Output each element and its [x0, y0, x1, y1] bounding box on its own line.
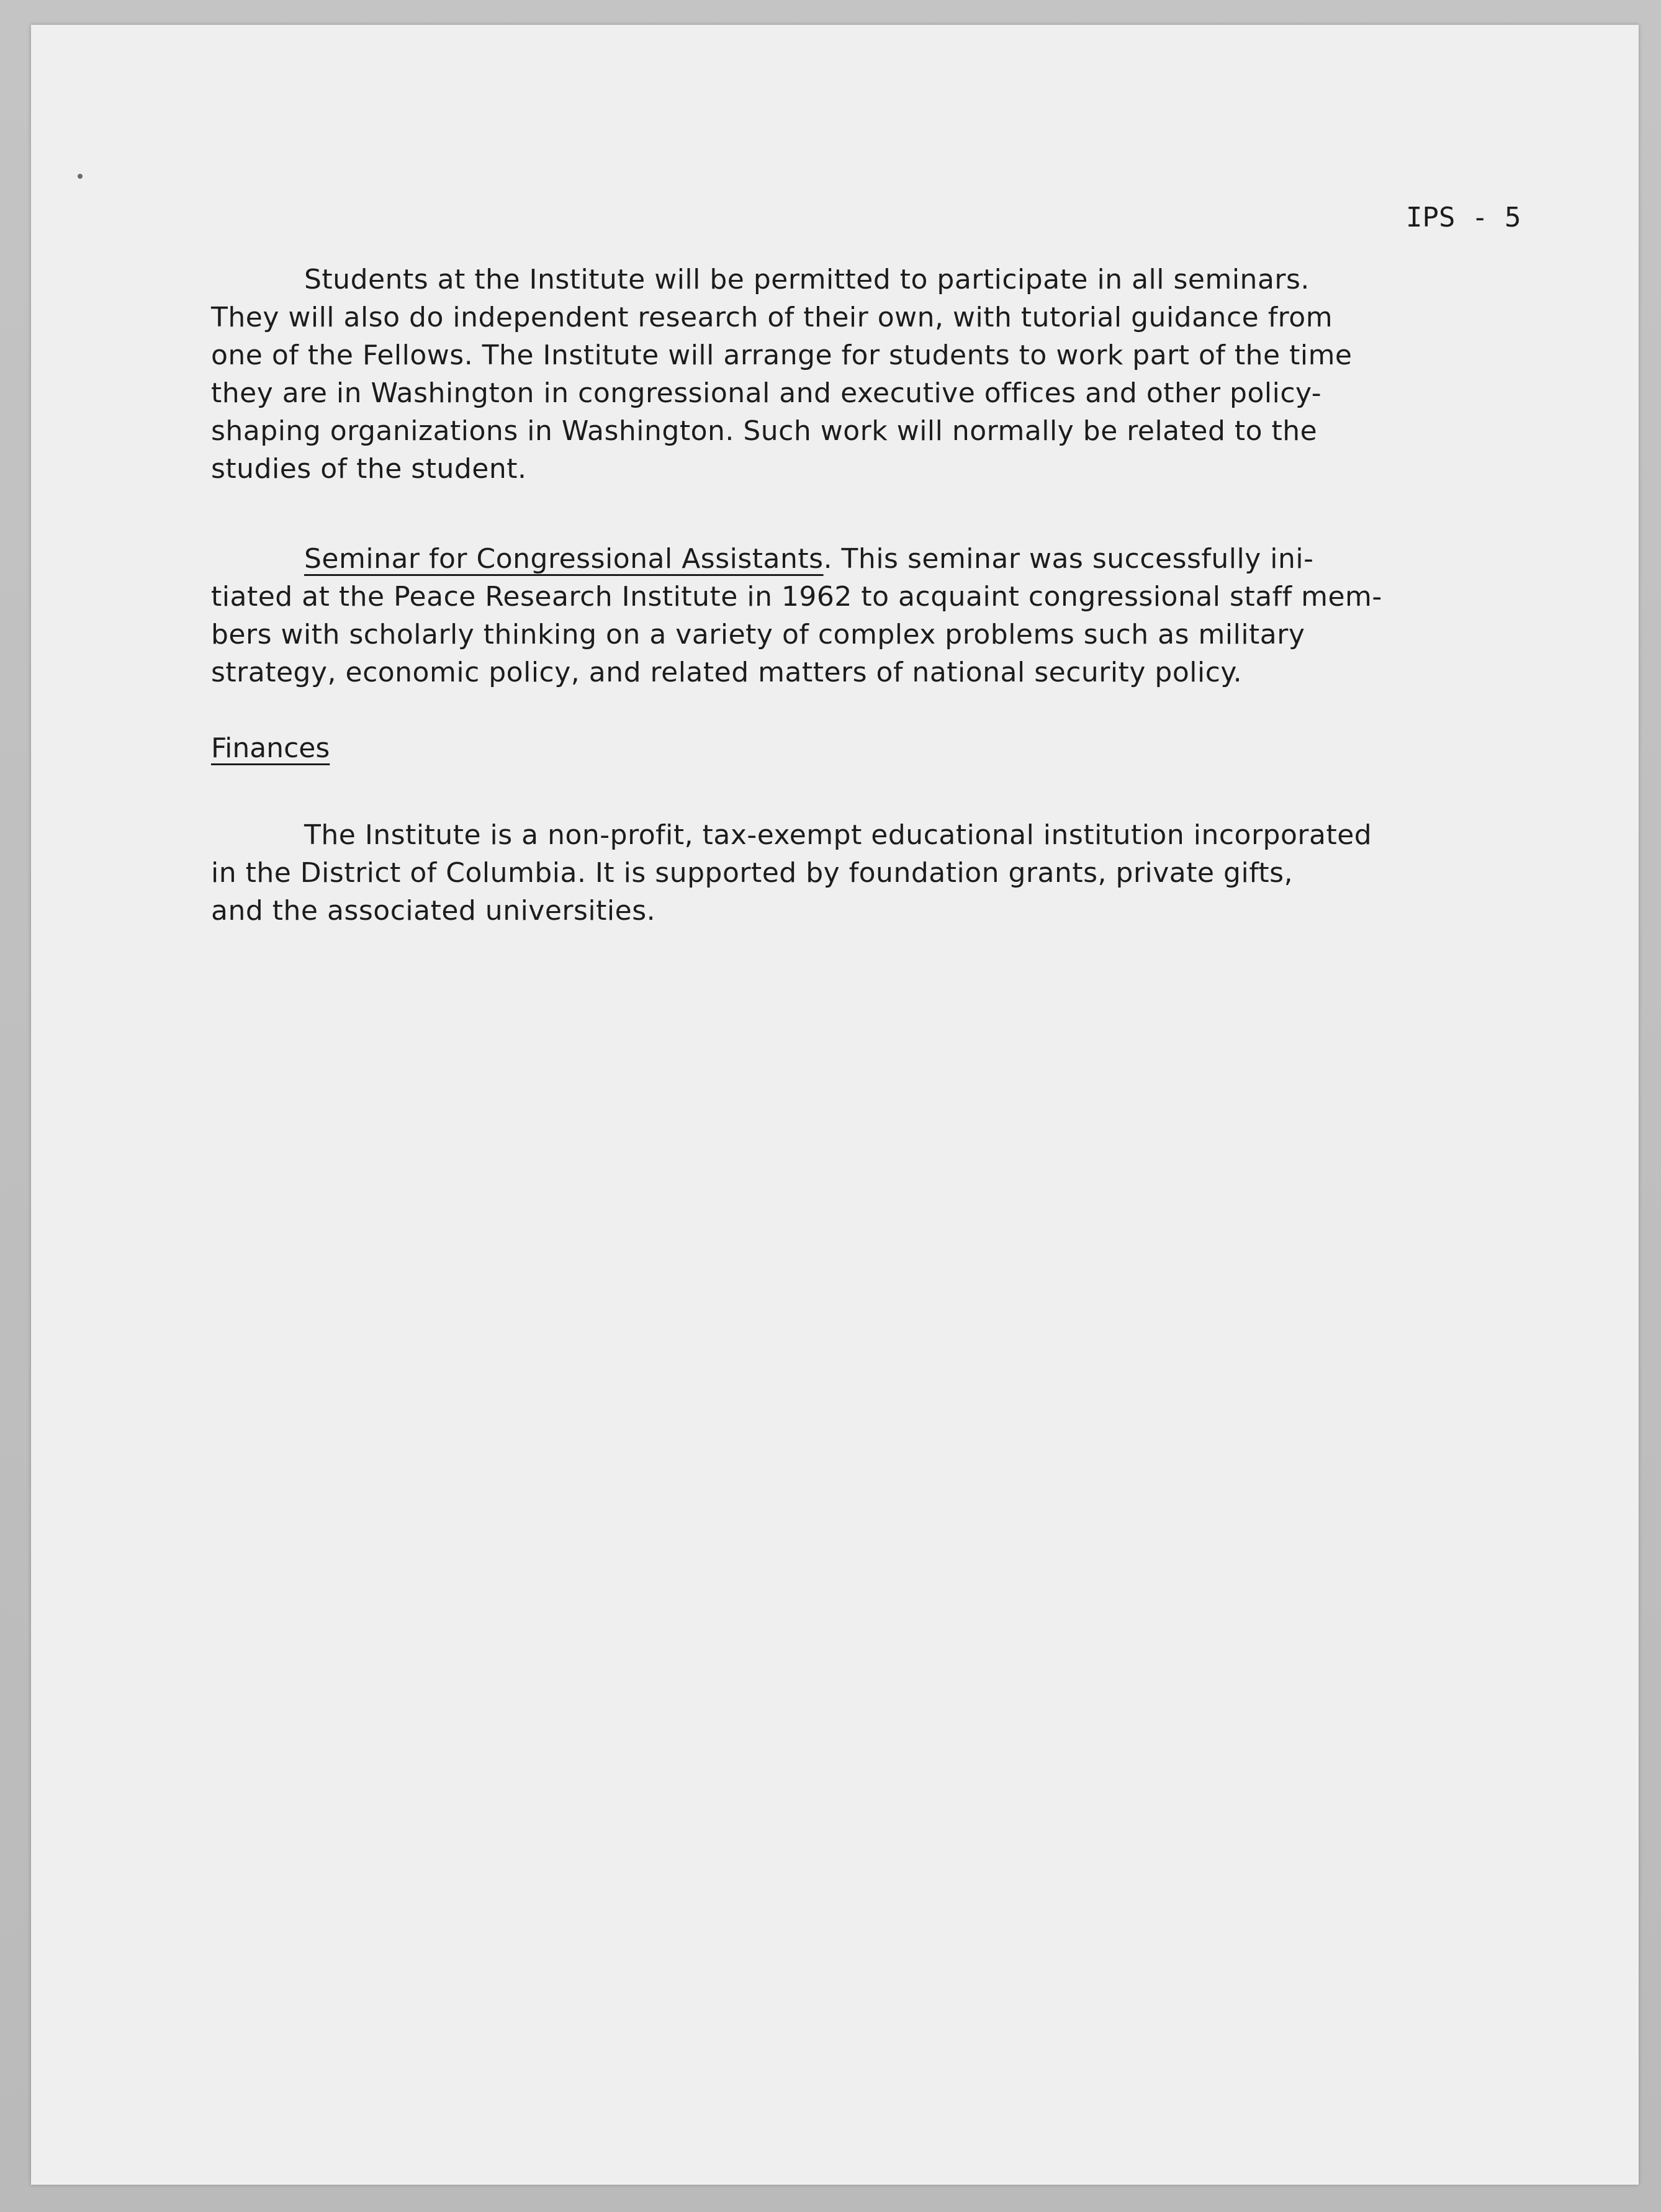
text-line: They will also do independent research of their own, with tutorial guidance from [211, 302, 1333, 333]
text-line: in the District of Columbia. It is supported by foundation grants, private gifts, [211, 857, 1294, 889]
text-line: strategy, economic policy, and related matters of national security policy. [211, 657, 1243, 688]
text-line: studies of the student. [211, 453, 527, 485]
page-number: IPS - 5 [1406, 202, 1521, 233]
section-heading-finances: Finances [211, 732, 330, 764]
text-line: shaping organizations in Washington. Such work will normally be related to the [211, 415, 1318, 447]
paragraph-students [211, 261, 1583, 488]
text-line: The Institute is a non-profit, tax-exempt educational institution incorporated [304, 819, 1372, 851]
text-line: and the associated universities. [211, 895, 656, 927]
text-line: they are in Washington in congressional and executive offices and other policy- [211, 377, 1322, 409]
text-line: bers with scholarly thinking on a variety of complex problems such as military [211, 619, 1305, 650]
paragraph-finances [211, 816, 1583, 930]
paragraph-seminar [211, 540, 1583, 691]
document-page [31, 25, 1639, 2185]
text-line: one of the Fellows. The Institute will arrange for students to work part of the time [211, 339, 1353, 371]
seminar-first-line-rest: . This seminar was successfully ini- [823, 543, 1314, 575]
text-line: Students at the Institute will be permitted to participate in all seminars. [304, 264, 1310, 295]
text-line: tiated at the Peace Research Institute in 1962 to acquaint congressional staff mem- [211, 581, 1382, 613]
seminar-title: Seminar for Congressional Assistants [304, 543, 824, 575]
paper-speck [78, 174, 83, 179]
text-line [211, 540, 1583, 578]
